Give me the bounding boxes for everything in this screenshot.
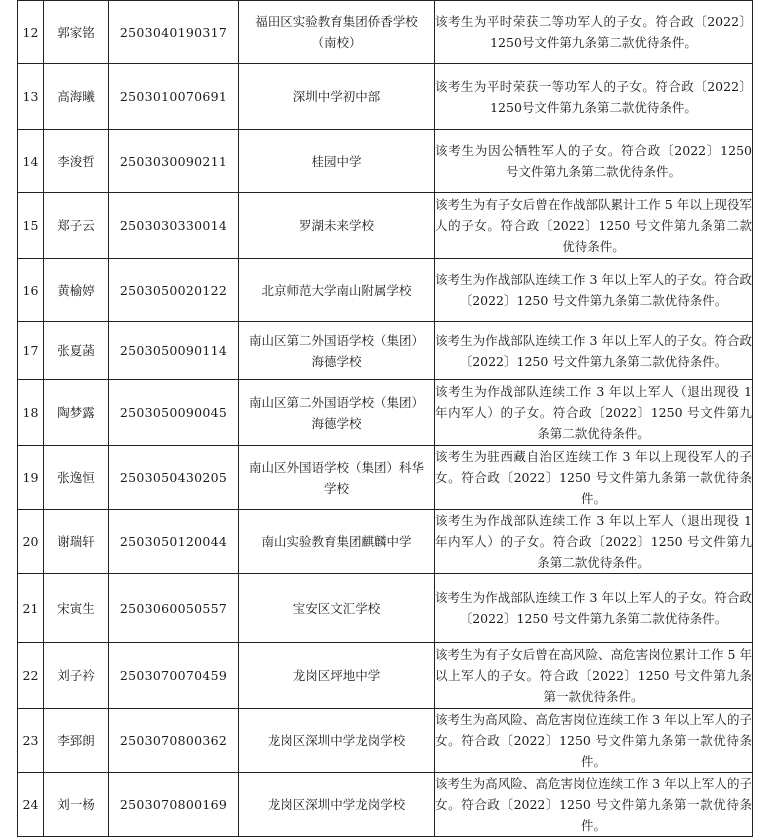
row-number: 24 xyxy=(18,773,44,837)
reason-text: 该考生为平时荣获一等功军人的子女。符合政〔2022〕1250号文件第九条第二款优待条件。 xyxy=(435,78,752,115)
row-number: 17 xyxy=(18,322,44,380)
eligibility-reason xyxy=(435,773,753,837)
exam-id: 2503050120044 xyxy=(109,510,239,574)
table-row xyxy=(18,643,753,709)
table-row xyxy=(18,773,753,837)
reason-text: 该考生为作战部队连续工作 3 年以上军人的子女。符合政〔2022〕1250 号文件第九条第二款优待条件。 xyxy=(435,272,752,308)
student-name: 刘子衿 xyxy=(44,643,109,709)
student-name: 黄榆婷 xyxy=(44,259,109,322)
school-name xyxy=(239,130,435,193)
student-name: 李浚哲 xyxy=(44,130,109,193)
school-name xyxy=(239,643,435,709)
school-text: 桂园中学 xyxy=(311,153,362,169)
row-number: 12 xyxy=(18,1,44,64)
row-number: 13 xyxy=(18,64,44,130)
school-text: 深圳中学初中部 xyxy=(292,89,381,104)
student-name: 郑子云 xyxy=(44,193,109,259)
eligibility-reason xyxy=(435,322,753,380)
row-number: 18 xyxy=(18,380,44,446)
student-name: 张夏菡 xyxy=(44,322,109,380)
table-row xyxy=(18,574,753,643)
reason-text: 该考生为作战部队连续工作 3 年以上军人的子女。符合政〔2022〕1250 号文件第九条第二款优待条件。 xyxy=(435,332,752,369)
eligibility-reason xyxy=(435,193,753,259)
table-row xyxy=(18,510,753,574)
table-row xyxy=(18,1,753,64)
school-text: 北京师范大学南山附属学校 xyxy=(261,282,412,298)
exam-id: 2503050430205 xyxy=(109,446,239,510)
reason-text: 该考生为有子女后曾在高风险、高危害岗位累计工作 5 年以上军人的子女。符合政〔2022〕1250 号文件第九条第一款优待条件。 xyxy=(435,647,752,704)
exam-id: 2503070800362 xyxy=(109,709,239,773)
reason-text: 该考生为有子女后曾在作战部队累计工作 5 年以上现役军人的子女。符合政〔2022〕1250 号文件第九条第二款优待条件。 xyxy=(435,197,752,254)
eligibility-reason xyxy=(435,510,753,574)
exam-id: 2503070800169 xyxy=(109,773,239,837)
eligibility-reason xyxy=(435,709,753,773)
exam-id: 2503050020122 xyxy=(109,259,239,322)
school-name xyxy=(239,709,435,773)
school-text: 龙岗区坪地中学 xyxy=(292,668,381,683)
row-number: 20 xyxy=(18,510,44,574)
student-name: 郭家铭 xyxy=(44,1,109,64)
table-row xyxy=(18,259,753,322)
reason-text: 该考生为驻西藏自治区连续工作 3 年以上现役军人的子女。符合政〔2022〕1250 号文件第九条第一款优待条件。 xyxy=(435,449,752,506)
school-text: 南山实验教育集团麒麟中学 xyxy=(261,534,412,549)
school-name xyxy=(239,574,435,643)
eligibility-reason xyxy=(435,130,753,193)
school-name xyxy=(239,773,435,837)
school-text: 南山区第二外国语学校（集团）海德学校 xyxy=(248,394,424,431)
school-name xyxy=(239,322,435,380)
table-row xyxy=(18,130,753,193)
student-name: 高海曦 xyxy=(44,64,109,130)
exam-id: 2503010070691 xyxy=(109,64,239,130)
reason-text: 该考生为高风险、高危害岗位连续工作 3 年以上军人的子女。符合政〔2022〕1250 号文件第九条第一款优待条件。 xyxy=(435,776,752,833)
table-row xyxy=(18,193,753,259)
row-number: 16 xyxy=(18,259,44,322)
student-name: 宋寅生 xyxy=(44,574,109,643)
table-row xyxy=(18,64,753,130)
table-row xyxy=(18,380,753,446)
student-name: 谢瑞轩 xyxy=(44,510,109,574)
eligibility-table xyxy=(17,0,753,837)
school-name xyxy=(239,193,435,259)
reason-text: 该考生为高风险、高危害岗位连续工作 3 年以上军人的子女。符合政〔2022〕1250 号文件第九条第一款优待条件。 xyxy=(435,712,752,769)
exam-id: 2503030090211 xyxy=(109,130,239,193)
eligibility-reason xyxy=(435,259,753,322)
school-text: 宝安区文汇学校 xyxy=(292,600,381,616)
row-number: 15 xyxy=(18,193,44,259)
eligibility-reason xyxy=(435,643,753,709)
student-name: 陶梦露 xyxy=(44,380,109,446)
table-row xyxy=(18,446,753,510)
school-name xyxy=(239,1,435,64)
student-name: 刘一杨 xyxy=(44,773,109,837)
exam-id: 2503070070459 xyxy=(109,643,239,709)
row-number: 23 xyxy=(18,709,44,773)
reason-text: 该考生为平时荣获二等功军人的子女。符合政〔2022〕1250号文件第九条第二款优待条件。 xyxy=(435,14,752,50)
reason-text: 该考生为因公牺牲军人的子女。符合政〔2022〕1250 号文件第九条第二款优待条件。 xyxy=(435,143,752,179)
exam-id: 2503050090045 xyxy=(109,380,239,446)
school-text: 龙岗区深圳中学龙岗学校 xyxy=(267,733,406,748)
row-number: 21 xyxy=(18,574,44,643)
eligibility-reason xyxy=(435,380,753,446)
reason-text: 该考生为作战部队连续工作 3 年以上军人的子女。符合政〔2022〕1250 号文件第九条第二款优待条件。 xyxy=(435,590,752,626)
school-text: 福田区实验教育集团侨香学校（南校） xyxy=(255,14,418,50)
table-row xyxy=(18,322,753,380)
student-name: 张逸恒 xyxy=(44,446,109,510)
school-name xyxy=(239,64,435,130)
school-name xyxy=(239,446,435,510)
school-text: 龙岗区深圳中学龙岗学校 xyxy=(267,797,406,812)
exam-id: 2503030330014 xyxy=(109,193,239,259)
school-text: 罗湖未来学校 xyxy=(298,218,374,233)
row-number: 19 xyxy=(18,446,44,510)
eligibility-reason xyxy=(435,64,753,130)
school-text: 南山区第二外国语学校（集团）海德学校 xyxy=(248,332,424,369)
eligibility-reason xyxy=(435,574,753,643)
reason-text: 该考生为作战部队连续工作 3 年以上军人（退出现役 1 年内军人）的子女。符合政〔2022〕1250 号文件第九条第二款优待条件。 xyxy=(435,513,752,570)
exam-id: 2503050090114 xyxy=(109,322,239,380)
school-name xyxy=(239,380,435,446)
eligibility-reason xyxy=(435,1,753,64)
table-row xyxy=(18,709,753,773)
school-name xyxy=(239,510,435,574)
reason-text: 该考生为作战部队连续工作 3 年以上军人（退出现役 1 年内军人）的子女。符合政〔2022〕1250 号文件第九条第二款优待条件。 xyxy=(435,384,752,441)
exam-id: 2503060050557 xyxy=(109,574,239,643)
row-number: 14 xyxy=(18,130,44,193)
exam-id: 2503040190317 xyxy=(109,1,239,64)
school-text: 南山区外国语学校（集团）科华学校 xyxy=(248,459,424,496)
row-number: 22 xyxy=(18,643,44,709)
eligibility-reason xyxy=(435,446,753,510)
student-name: 李郅朗 xyxy=(44,709,109,773)
school-name xyxy=(239,259,435,322)
